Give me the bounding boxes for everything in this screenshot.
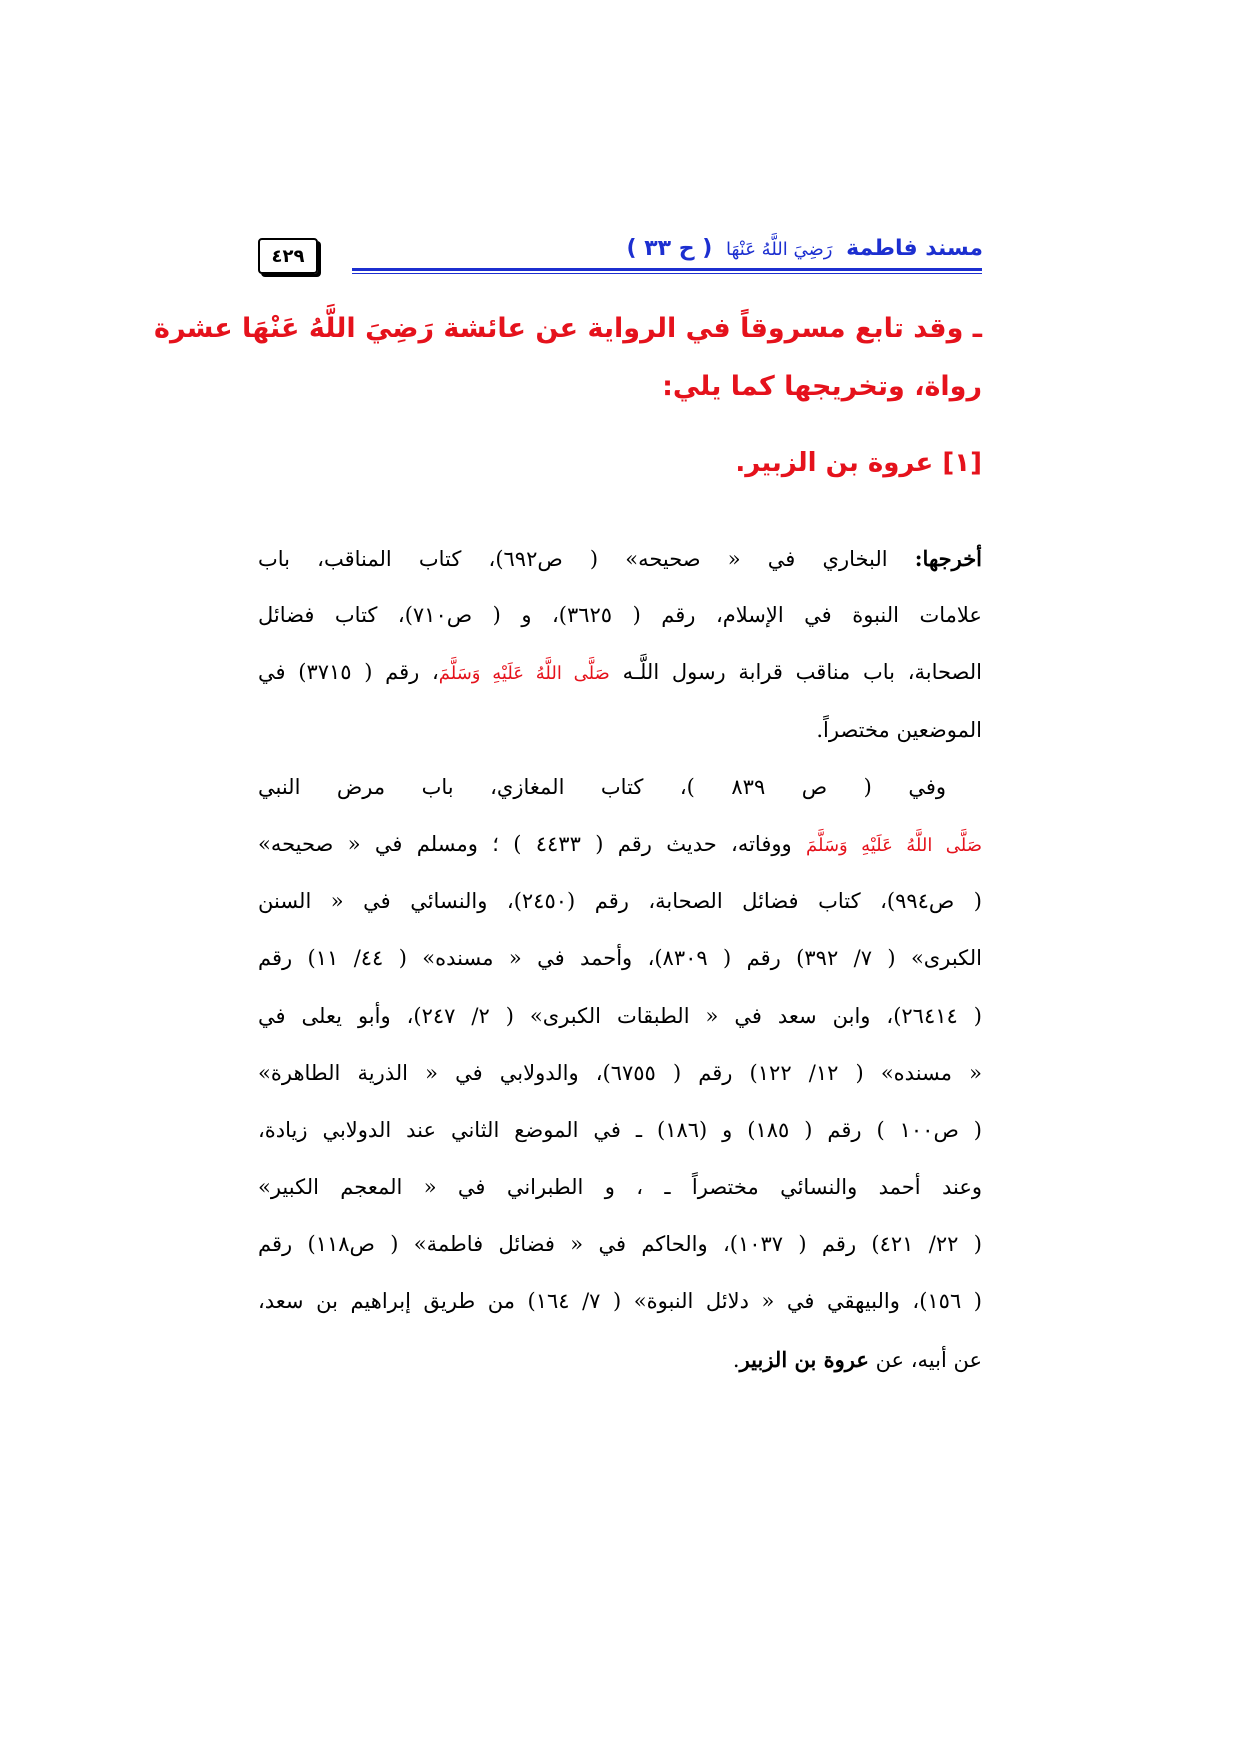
text-line: ( ٢٦٤١٤)، وابن سعد في « الطبقات الكبرى» ( ٢/ ٢٤٧)، وأبو يعلى في — [258, 1003, 982, 1028]
hadith-reference: ( ح ٣٣ ) — [626, 236, 713, 261]
text-line — [258, 644, 982, 701]
text-segment: . — [732, 1347, 740, 1372]
text-segment: ، رقم ( ٣٧١٥) في — [258, 660, 439, 685]
text-line: ( ٢٢/ ٤٢١) رقم ( ١٠٣٧)، والحاكم في « فضائل فاطمة» ( ص١١٨) رقم — [258, 1232, 982, 1257]
text-line: ( ص٩٩٤)، كتاب فضائل الصحابة، رقم (٢٤٥٠)، والنسائي في « السنن — [258, 889, 982, 914]
body-text — [258, 530, 982, 1388]
header-rule — [352, 268, 982, 274]
section-heading: [١] عروة بن الزبير. — [735, 448, 982, 478]
page-number: ٤٢٩ — [271, 245, 305, 267]
honorific: رَضِيَ اللَّهُ عَنْهَا — [726, 239, 833, 260]
text-segment: الصحابة، باب مناقب قرابة رسول اللَّـه — [622, 660, 982, 685]
text-line — [258, 530, 982, 587]
salawat: صَلَّى اللَّهُ عَلَيْهِ وَسَلَّمَ — [806, 834, 982, 856]
text-line: « مسنده» ( ١٢/ ١٢٢) رقم ( ٦٧٥٥)، والدولابي في « الذرية الطاهرة» — [258, 1060, 982, 1085]
running-header — [627, 236, 983, 261]
text-line: ( ١٥٦)، والبيهقي في « دلائل النبوة» ( ٧/ ١٦٤) من طريق إبراهيم بن سعد، — [258, 1289, 982, 1314]
text-segment: عن أبيه، عن — [875, 1347, 982, 1372]
text-line: وفي ( ص ٨٣٩ )، كتاب المغازي، باب مرض النبي — [258, 774, 946, 799]
text-segment: ووفاته، حديث رقم ( ٤٤٣٣ ) ؛ ومسلم في « صحيحه» — [258, 831, 792, 856]
text-line: علامات النبوة في الإسلام، رقم ( ٣٦٢٥)، و ( ص٧١٠)، كتاب فضائل — [258, 603, 982, 628]
narrator-name: عروة بن الزبير — [739, 1346, 869, 1372]
salawat: صَلَّى اللَّهُ عَلَيْهِ وَسَلَّمَ — [438, 663, 610, 685]
text-line: ( ص١٠٠ ) رقم ( ١٨٥) و (١٨٦) ـ في الموضع الثاني عند الدولابي زيادة، — [258, 1117, 982, 1142]
text-line — [258, 816, 982, 873]
text-line: وعند أحمد والنسائي مختصراً ـ ، و الطبراني في « المعجم الكبير» — [258, 1175, 982, 1200]
text-segment: البخاري في « صحيحه» ( ص٦٩٢)، كتاب المناقب، باب — [258, 547, 888, 571]
book-title: مسند فاطمة — [846, 236, 983, 261]
text-line — [258, 1331, 982, 1388]
text-line: الكبرى» ( ٧/ ٣٩٢) رقم ( ٨٣٠٩)، وأحمد في « مسنده» ( ٤٤/ ١١) رقم — [258, 946, 982, 971]
text-line: الموضعين مختصراً. — [816, 717, 982, 742]
intro-line: ـ وقد تابع مسروقاً في الرواية عن عائشة رَضِيَ اللَّهُ عَنْهَا عشرة — [154, 313, 982, 344]
lead-word: أخرجها: — [914, 546, 983, 571]
page-number-box — [258, 238, 318, 274]
intro-line: رواة، وتخريجها كما يلي: — [662, 371, 982, 402]
intro-text — [154, 300, 982, 416]
